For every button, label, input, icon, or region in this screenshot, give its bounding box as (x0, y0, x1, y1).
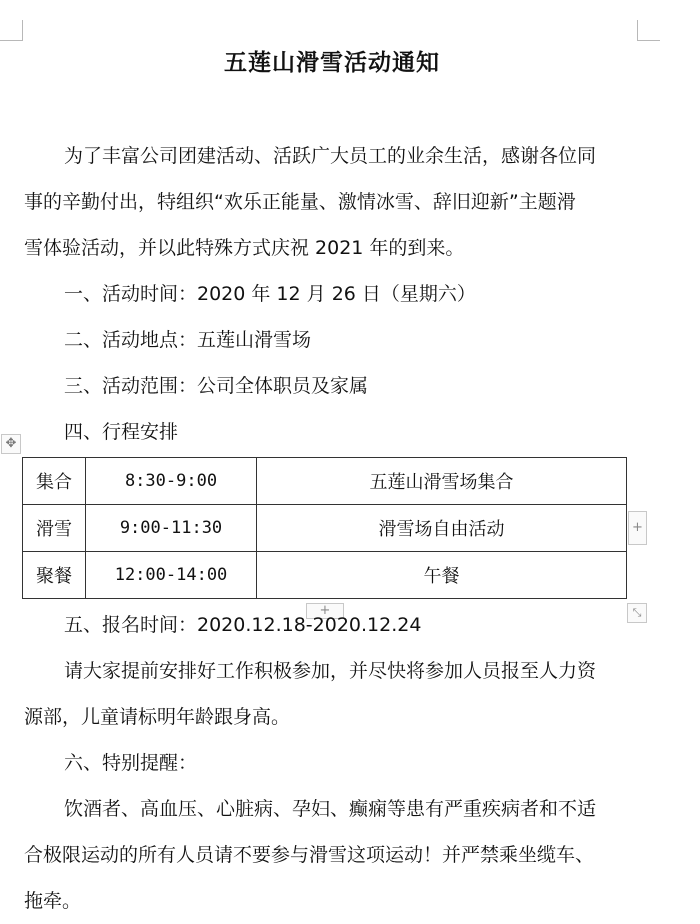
schedule-desc: 午餐 (257, 552, 627, 599)
schedule-name: 集合 (23, 458, 86, 505)
item-schedule-heading: 四、行程安排 (64, 421, 179, 443)
warning-line-2: 合极限运动的所有人员请不要参与滑雪这项运动！并严禁乘坐缆车、 (24, 844, 595, 866)
item-activity-scope: 三、活动范围：公司全体职员及家属 (64, 375, 369, 397)
schedule-time: 12:00-14:00 (86, 552, 257, 599)
warning-line-3: 拖牵。 (24, 890, 82, 912)
warning-paragraph (24, 786, 644, 924)
schedule-time: 9:00-11:30 (86, 505, 257, 552)
schedule-table (22, 457, 627, 599)
page-corner-mark-right (637, 20, 660, 41)
signup-paragraph (24, 648, 644, 740)
plus-icon: + (319, 603, 331, 618)
intro-line-3: 雪体验活动，并以此特殊方式庆祝 2021 年的到来。 (24, 237, 465, 259)
move-icon: ✥ (5, 436, 17, 451)
warning-line-1: 饮酒者、高血压、心脏病、孕妇、癫痫等患有严重疾病者和不适 (64, 798, 597, 820)
intro-line-1: 为了丰富公司团建活动、活跃广大员工的业余生活，感谢各位同 (64, 145, 597, 167)
document-title: 五莲山滑雪活动通知 (224, 49, 440, 76)
schedule-desc: 滑雪场自由活动 (257, 505, 627, 552)
table-row (23, 552, 627, 599)
item-signup-time: 五、报名时间：2020.12.18-2020.12.24 (64, 614, 422, 636)
table-move-handle[interactable] (1, 434, 21, 454)
signup-line-1: 请大家提前安排好工作积极参加，并尽快将参加人员报至人力资 (64, 660, 597, 682)
plus-icon: + (632, 520, 643, 535)
table-row (23, 505, 627, 552)
add-column-button[interactable] (628, 511, 647, 545)
resize-icon: ⤡ (632, 606, 642, 619)
item-activity-location: 二、活动地点：五莲山滑雪场 (64, 329, 312, 351)
signup-line-2: 源部，儿童请标明年龄跟身高。 (24, 706, 291, 728)
schedule-time: 8:30-9:00 (86, 458, 257, 505)
schedule-desc: 五莲山滑雪场集合 (257, 458, 627, 505)
intro-paragraph (24, 133, 644, 271)
schedule-name: 聚餐 (23, 552, 86, 599)
schedule-name: 滑雪 (23, 505, 86, 552)
item-activity-time: 一、活动时间：2020 年 12 月 26 日（星期六） (64, 283, 476, 305)
item-special-reminder: 六、特别提醒： (64, 752, 198, 774)
page-corner-mark-left (0, 20, 23, 41)
table-row (23, 458, 627, 505)
intro-line-2: 事的辛勤付出，特组织“欢乐正能量、激情冰雪、辞旧迎新”主题滑 (24, 191, 576, 213)
